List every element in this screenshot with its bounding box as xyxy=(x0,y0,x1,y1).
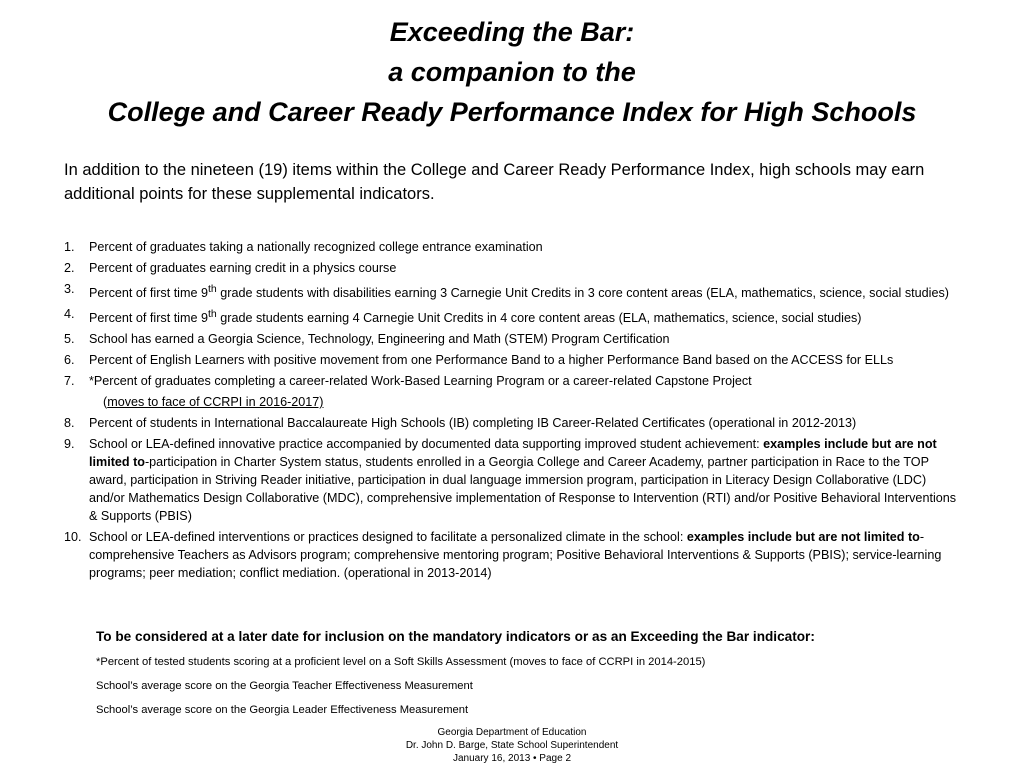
item-note-text: moves to face of CCRPI in 2016-2017) xyxy=(107,395,324,410)
title-line-2: a companion to the xyxy=(388,57,636,87)
page-footer xyxy=(0,726,1024,765)
list-item xyxy=(64,259,960,277)
item-text-post: grade students earning 4 Carnegie Unit Credits in 4 core content areas (ELA, mathematics, science, social studies) xyxy=(216,311,862,326)
later-item: School’s average score on the Georgia Leader Effectiveness Measurement xyxy=(96,704,469,716)
item-text-pre: Percent of first time 9 xyxy=(89,286,208,301)
item-text: Percent of English Learners with positive movement from one Performance Band to a higher Performance Band based on the ACCESS for ELLs xyxy=(89,353,894,368)
item-text-pre: School or LEA-defined innovative practice accompanied by documented data supporting improved student achievement: xyxy=(89,437,764,452)
item-text: Percent of students in International Baccalaureate High Schools (IB) completing IB Career-Related Certificates (operational in 2012-2013) xyxy=(89,416,857,431)
footer-line-1: Georgia Department of Education xyxy=(437,727,587,738)
list-item xyxy=(64,435,960,525)
item-number: 5. xyxy=(64,332,75,347)
item-text: *Percent of graduates completing a career-related Work-Based Learning Program or a career-related Capstone Project xyxy=(89,374,752,389)
list-item xyxy=(64,414,960,432)
item-text-pre: Percent of first time 9 xyxy=(89,311,208,326)
later-item: *Percent of tested students scoring at a proficient level on a Soft Skills Assessment (moves to face of CCRPI in 2014-2015) xyxy=(96,656,706,668)
later-heading: To be considered at a later date for inclusion on the mandatory indicators or as an Exceeding the Bar indicator: xyxy=(96,629,815,644)
item-number: 4. xyxy=(64,307,75,322)
list-item xyxy=(64,372,960,411)
item-number: 1. xyxy=(64,240,75,254)
item-text-post: -comprehensive Teachers as Advisors program; comprehensive mentoring program; Positive Behavioral Interventions & Supports (PBIS); service-learning programs; peer mediation; conflict mediation. (operational in 2013-2014) xyxy=(89,530,942,581)
list-item xyxy=(64,351,960,369)
list-item xyxy=(64,305,960,327)
item-note-open: ( xyxy=(103,395,108,410)
list-item xyxy=(64,330,960,348)
item-number: 2. xyxy=(64,261,75,275)
item-note xyxy=(89,393,960,411)
list-item xyxy=(64,528,960,582)
intro-paragraph: In addition to the nineteen (19) items within the College and Career Ready Performance Index, high schools may earn additional points for these supplemental indicators. xyxy=(64,161,925,203)
item-text-bold: examples include but are not limited to xyxy=(686,530,920,545)
title-line-1: Exceeding the Bar: xyxy=(389,17,635,47)
list-item xyxy=(64,238,960,256)
indicator-list xyxy=(64,238,960,585)
item-text: Percent of graduates taking a nationally recognized college entrance examination xyxy=(89,240,543,254)
item-number: 3. xyxy=(64,282,75,296)
item-text-pre: School or LEA-defined interventions or practices designed to facilitate a personalized climate in the school: xyxy=(89,530,687,545)
footer-line-3: January 16, 2013 • Page 2 xyxy=(452,753,572,764)
item-text-bold: examples include but are not limited to xyxy=(89,437,937,470)
later-item: School’s average score on the Georgia Teacher Effectiveness Measurement xyxy=(96,680,473,692)
item-text-post: grade students with disabilities earning 3 Carnegie Unit Credits in 3 core content areas (ELA, mathematics, science, social studies) xyxy=(216,286,949,301)
item-number: 6. xyxy=(64,353,75,368)
item-number: 7. xyxy=(64,374,75,389)
footer-line-2: Dr. John D. Barge, State School Superintendent xyxy=(405,740,619,751)
later-consideration-section xyxy=(96,628,976,726)
document-title xyxy=(0,12,1024,132)
item-number: 9. xyxy=(64,437,75,452)
item-number: 8. xyxy=(64,416,75,431)
item-text: School has earned a Georgia Science, Technology, Engineering and Math (STEM) Program Certification xyxy=(89,332,670,347)
item-text: Percent of graduates earning credit in a physics course xyxy=(89,261,397,275)
item-text-post: -participation in Charter System status, students enrolled in a Georgia College and Career Academy, partner participation in Race to the TOP award, participation in Striving Reader initiative, participation in dual language immersion program, participation in Literacy Design Collaborative (LDC) and/or Mathematics Design Collaborative (MDC), comprehensive implementation of Response to Intervention (RTI) and/or Positive Behavioral Interventions & Supports (PBIS) xyxy=(89,455,957,524)
title-line-3: College and Career Ready Performance Index for High Schools xyxy=(107,97,917,127)
ordinal-suffix: th xyxy=(207,283,217,295)
item-number: 10. xyxy=(64,530,82,545)
list-item xyxy=(64,280,960,302)
ordinal-suffix: th xyxy=(207,308,217,321)
